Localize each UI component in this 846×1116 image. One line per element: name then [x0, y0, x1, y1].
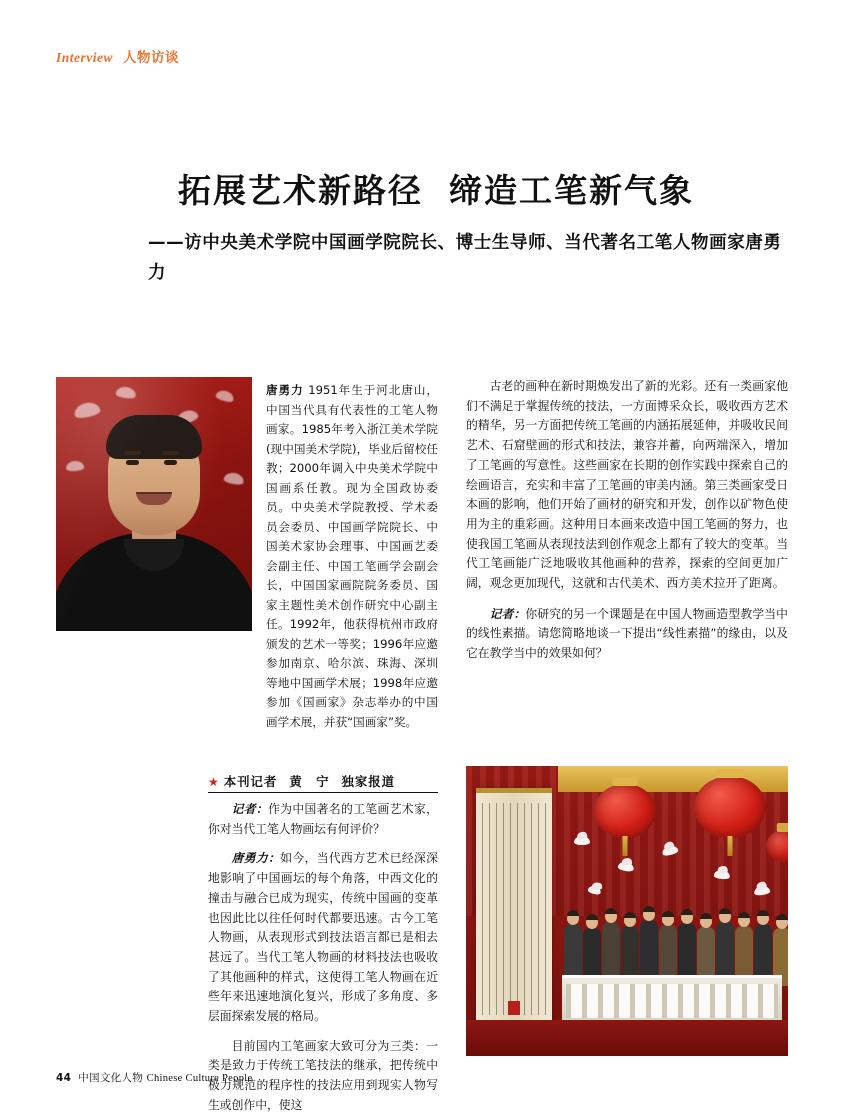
artist-bio-text: 1951年生于河北唐山，中国当代具有代表性的工笔人物画家。1985年考入浙江美术学院(现中国美术学院)，毕业后留校任教；2000年调入中央美术学院中国画系任教。现为全国政协委员。中央美术学院教授、学术委员会委员、中国画学院院长、中国美术家协会理事、中国画艺委会副主任、中国工笔画学会副会长，中国国家画院院务委员、国家主题性美术创作研究中心副主任。1992年，他获得杭州市政府颁发的艺术一等奖；1996年应邀参加南京、哈尔滨、珠海、深圳等地中国画学术展；1998年应邀参加《国画家》杂志举办的中国画学术展，并获“国画家”奖。 — [266, 383, 438, 729]
running-head — [56, 46, 179, 66]
byline — [208, 772, 438, 790]
portrait-photo — [56, 377, 252, 631]
title-part-2: 缔造工笔新气象 — [449, 171, 694, 210]
left-column-bottom — [208, 800, 438, 1116]
artwork-floor — [466, 1020, 788, 1056]
footer-english: Chinese Culture People — [146, 1073, 253, 1084]
running-head-english: Interview — [56, 50, 113, 65]
artist-name: 唐勇力 — [266, 383, 304, 397]
scroll-text-lines — [482, 803, 546, 1015]
title-part-1: 拓展艺术新路径 — [178, 171, 423, 210]
page-footer — [56, 1070, 252, 1085]
running-head-chinese: 人物访谈 — [123, 50, 179, 65]
byline-reporter: 黄 宁 — [289, 774, 330, 789]
dove-icon — [574, 836, 590, 845]
speaker-label: 唐勇力： — [231, 851, 281, 866]
artwork-image — [466, 766, 788, 1056]
calligraphy-scroll — [476, 788, 552, 1030]
paragraph-text: 你研究的另一个课题是在中国人物画造型教学当中的线性素描。请您简略地谈一下提出“线性素描”的缘由，以及它在教学当中的效果如何？ — [466, 606, 788, 661]
byline-label: 本刊记者 — [223, 774, 278, 789]
paragraph-text: 古老的画种在新时期焕发出了新的光彩。还有一类画家他们不满足于掌握传统的技法，一方面博采众长，吸收西方艺术的精华，另一方面把传统工笔画的内涵拓展延伸，并吸收民间艺术、石窟壁画的形式和技法，兼容并蓄，向两端深入，增加了工笔画的写意性。这些画家在长期的创作实践中探索自己的绘画语言，充实和丰富了工笔画的审美内涵。第三类画家受日本画的影响，他们开始了画材的研究和开发，创作以矿物色使用为主的重彩画。这种用日本画来改造中国工笔画的努力，也使我国工笔画从表现技法到创作观念上都有了较大的变革。当代工笔画能广泛地吸收其他画种的营养，探索的空间更加广阔，观念更加现代，这就和古代美术、西方美术拉开了距离。 — [466, 379, 788, 591]
byline-note: 独家报道 — [341, 774, 396, 789]
paragraph-text: 如今，当代西方艺术已经深深地影响了中国画坛的每个角落，中西文化的撞击与融合已成为现实，传统中国画的变革也因此比以往任何时代都要迅速。古今工笔人物画，从表现形式到技法语言都已是相去甚远了。当代工笔人物画的材料技法也吸收了其他画种的样式，这使得工笔人物画在近些年来迅速地演化复兴，形成了多角度、多层面探索发展的格局。 — [208, 851, 438, 1024]
paragraph — [208, 849, 438, 1026]
paragraph-text: 目前国内工笔画家大致可分为三类：一类是致力于传统工笔技法的继承，把传统中极力规范的程序性的技法应用到现实人物写生或创作中，使这 — [208, 1038, 438, 1112]
seal-icon — [508, 1001, 520, 1015]
paragraph — [466, 605, 788, 664]
byline-divider — [208, 792, 438, 793]
page-subtitle: ——访中央美术学院中国画学院院长、博士生导师、当代著名工笔人物画家唐勇力 — [148, 233, 782, 283]
paragraph — [208, 800, 438, 839]
artist-bio — [266, 381, 438, 732]
speaker-label: 记者： — [231, 802, 269, 816]
lantern-icon — [694, 776, 766, 838]
paragraph-text: 作为中国著名的工笔画艺术家，你对当代工笔人物画坛有何评价？ — [208, 802, 438, 836]
speaker-label: 记者： — [489, 606, 526, 621]
footer-chinese: 中国文化人物 — [78, 1072, 144, 1084]
lantern-icon — [594, 784, 656, 838]
right-column-top — [466, 377, 788, 664]
artwork-balustrade — [562, 975, 782, 1022]
paragraph — [466, 377, 788, 594]
balustrade-posts — [566, 984, 778, 1018]
artwork-figure-group — [562, 894, 788, 986]
page-title — [178, 165, 808, 212]
portrait-glare — [56, 377, 252, 631]
page-number: 44 — [56, 1072, 72, 1084]
star-icon: ★ — [208, 775, 220, 789]
